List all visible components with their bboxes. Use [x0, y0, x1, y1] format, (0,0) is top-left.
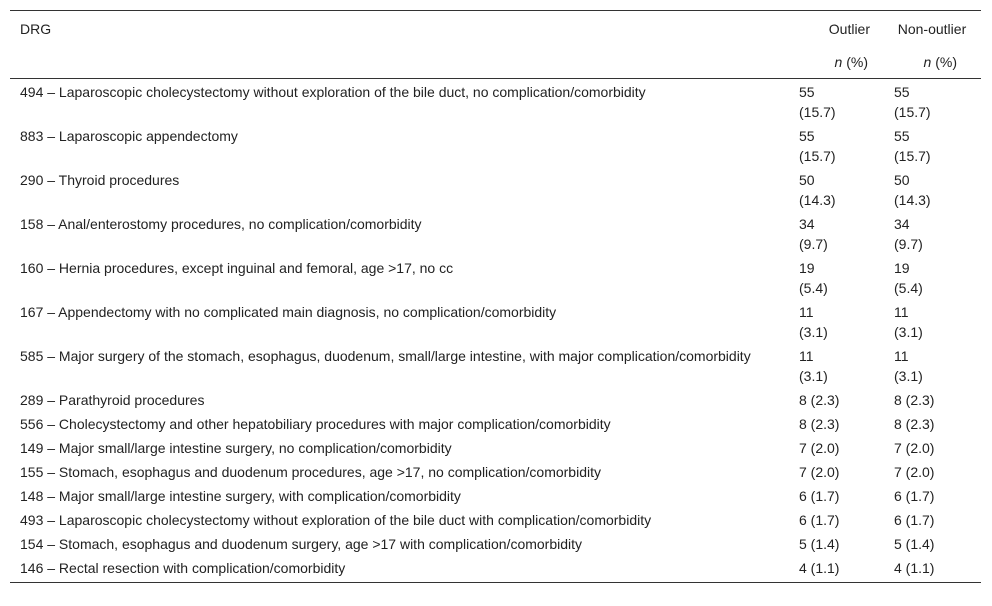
- table-row: [10, 79, 981, 125]
- table-row: [10, 412, 981, 436]
- non-outlier-cell: 11 (3.1): [894, 348, 923, 384]
- table-row: [10, 168, 981, 212]
- outlier-cell: 11 (3.1): [799, 348, 828, 384]
- table-row: [10, 344, 981, 388]
- header-sub-non-outlier: [884, 40, 981, 79]
- non-outlier-cell: 8 (2.3): [894, 416, 935, 432]
- header-non-outlier: Non-outlier: [884, 11, 981, 41]
- table-body: [10, 79, 981, 583]
- drg-cell: 160 – Hernia procedures, except inguinal and femoral, age >17, no cc: [20, 260, 454, 276]
- outlier-cell: 50 (14.3): [799, 172, 836, 208]
- table-row: [10, 436, 981, 460]
- outlier-cell: 55 (15.7): [799, 84, 836, 120]
- table-row: [10, 556, 981, 583]
- non-outlier-cell: 5 (1.4): [894, 536, 935, 552]
- header-subrow: [10, 40, 981, 79]
- drg-table-container: [10, 10, 981, 583]
- outlier-cell: 34 (9.7): [799, 216, 828, 252]
- table-row: [10, 256, 981, 300]
- header-outlier: Outlier: [789, 11, 884, 41]
- drg-cell: 290 – Thyroid procedures: [20, 172, 180, 188]
- outlier-cell: 11 (3.1): [799, 304, 828, 340]
- n-label: n: [834, 54, 843, 70]
- drg-table: [10, 10, 981, 583]
- drg-cell: 155 – Stomach, esophagus and duodenum procedures, age >17, no complication/comorbidity: [20, 464, 601, 480]
- drg-cell: 493 – Laparoscopic cholecystectomy without exploration of the bile duct with complication/comorbidity: [20, 512, 652, 528]
- outlier-cell: 19 (5.4): [799, 260, 828, 296]
- drg-cell: 556 – Cholecystectomy and other hepatobiliary procedures with major complication/comorbidity: [20, 416, 611, 432]
- table-row: [10, 460, 981, 484]
- pct-label: (%): [935, 54, 957, 70]
- non-outlier-cell: 55 (15.7): [894, 84, 931, 120]
- drg-cell: 149 – Major small/large intestine surgery, no complication/comorbidity: [20, 440, 452, 456]
- non-outlier-cell: 7 (2.0): [894, 440, 935, 456]
- outlier-cell: 8 (2.3): [799, 392, 840, 408]
- header-sub-outlier: [789, 40, 884, 79]
- non-outlier-cell: 50 (14.3): [894, 172, 931, 208]
- pct-label: (%): [846, 54, 868, 70]
- non-outlier-cell: 6 (1.7): [894, 488, 935, 504]
- non-outlier-cell: 55 (15.7): [894, 128, 931, 164]
- table-row: [10, 124, 981, 168]
- outlier-cell: 7 (2.0): [799, 440, 840, 456]
- drg-cell: 289 – Parathyroid procedures: [20, 392, 205, 408]
- drg-cell: 167 – Appendectomy with no complicated main diagnosis, no complication/comorbidity: [20, 304, 557, 320]
- non-outlier-cell: 11 (3.1): [894, 304, 923, 340]
- drg-cell: 146 – Rectal resection with complication/comorbidity: [10, 556, 789, 583]
- table-row: [10, 532, 981, 556]
- header-drg: DRG: [10, 11, 789, 41]
- outlier-cell: 55 (15.7): [799, 128, 836, 164]
- outlier-cell: 5 (1.4): [799, 536, 840, 552]
- header-sub-empty: [10, 40, 789, 79]
- table-header: [10, 11, 981, 79]
- table-row: [10, 300, 981, 344]
- drg-cell: 494 – Laparoscopic cholecystectomy without exploration of the bile duct, no complication/comorbidity: [20, 84, 646, 100]
- drg-cell: 158 – Anal/enterostomy procedures, no complication/comorbidity: [20, 216, 422, 232]
- non-outlier-cell: 8 (2.3): [894, 392, 935, 408]
- outlier-cell: 6 (1.7): [799, 512, 840, 528]
- drg-cell: 148 – Major small/large intestine surgery, with complication/comorbidity: [20, 488, 461, 504]
- n-label: n: [923, 54, 932, 70]
- non-outlier-cell: 4 (1.1): [884, 556, 981, 583]
- drg-cell: 154 – Stomach, esophagus and duodenum surgery, age >17 with complication/comorbidity: [20, 536, 583, 552]
- non-outlier-cell: 34 (9.7): [894, 216, 923, 252]
- outlier-cell: 4 (1.1): [789, 556, 884, 583]
- header-row: [10, 11, 981, 41]
- outlier-cell: 6 (1.7): [799, 488, 840, 504]
- outlier-cell: 8 (2.3): [799, 416, 840, 432]
- table-row: [10, 508, 981, 532]
- table-row: [10, 388, 981, 412]
- table-row: [10, 212, 981, 256]
- table-row: [10, 484, 981, 508]
- outlier-cell: 7 (2.0): [799, 464, 840, 480]
- drg-cell: 585 – Major surgery of the stomach, esophagus, duodenum, small/large intestine, with major complication/comorbidity: [20, 348, 751, 364]
- non-outlier-cell: 6 (1.7): [894, 512, 935, 528]
- non-outlier-cell: 19 (5.4): [894, 260, 923, 296]
- non-outlier-cell: 7 (2.0): [894, 464, 935, 480]
- drg-cell: 883 – Laparoscopic appendectomy: [20, 128, 238, 144]
